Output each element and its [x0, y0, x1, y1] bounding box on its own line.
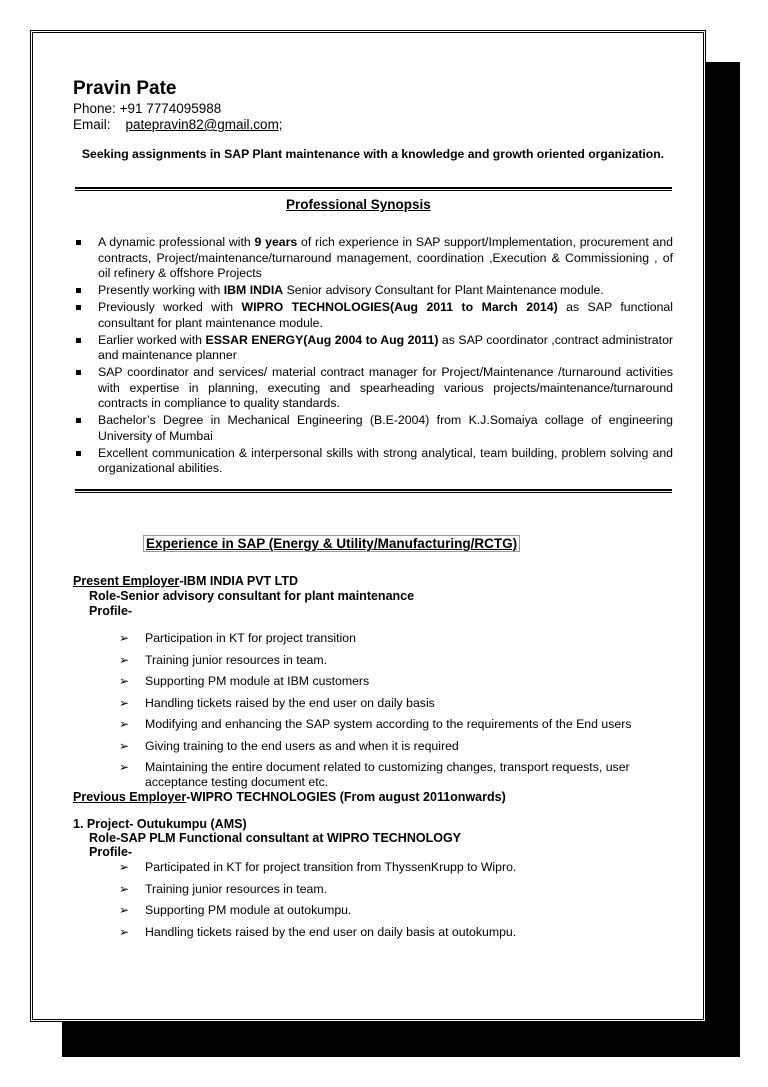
list-item-text: Participated in KT for project transition from ThyssenKrupp to Wipro.	[145, 860, 517, 874]
square-bullet-icon	[76, 288, 81, 293]
divider	[75, 492, 672, 493]
list-item	[119, 696, 679, 711]
synopsis-item	[73, 365, 673, 412]
list-item	[119, 903, 679, 918]
present-employer-value: -IBM INDIA PVT LTD	[179, 574, 299, 588]
arrow-bullet-icon: ➢	[119, 903, 130, 917]
present-employer	[73, 574, 298, 588]
square-bullet-icon	[76, 451, 81, 456]
email-link[interactable]: patepravin82@gmail.com;	[125, 117, 283, 132]
project1-title: 1. Project- Outukumpu (AMS)	[73, 817, 247, 831]
synopsis-item	[73, 446, 673, 477]
synopsis-text: Excellent communication & interpersonal skills with strong analytical, team building, problem solving and organizational abilities.	[98, 445, 673, 475]
divider	[75, 489, 672, 491]
email-label: Email:	[73, 117, 111, 132]
arrow-bullet-icon: ➢	[119, 924, 130, 939]
previous-employer-value: -WIPRO TECHNOLOGIES (From august 2011onwards)	[186, 790, 506, 804]
present-employer-label: Present Employer	[73, 574, 180, 588]
arrow-bullet-icon: ➢	[119, 631, 130, 645]
synopsis-highlight: IBM INDIA	[223, 283, 284, 297]
synopsis-item	[73, 235, 673, 282]
list-item	[119, 717, 679, 732]
synopsis-item	[73, 300, 673, 331]
synopsis-text: A dynamic professional with	[98, 235, 255, 249]
divider	[75, 190, 672, 191]
page-shadow-bottom	[62, 1022, 740, 1057]
synopsis-list	[73, 235, 673, 478]
divider	[75, 187, 672, 189]
synopsis-highlight: 9 years	[254, 235, 298, 249]
list-item-text: Training junior resources in team.	[145, 881, 328, 896]
email-line	[73, 117, 283, 132]
previous-employer	[73, 790, 506, 804]
synopsis-text: Senior advisory Consultant for Plant Maintenance module.	[283, 283, 604, 297]
synopsis-item	[73, 333, 673, 364]
candidate-name: Pravin Pate	[73, 78, 177, 99]
synopsis-text: Bachelor’s Degree in Mechanical Engineering (B.E-2004) from K.J.Somaiya collage of engineering University of Mumbai	[98, 413, 673, 443]
synopsis-item	[73, 413, 673, 444]
phone-value: +91 7774095988	[119, 101, 222, 116]
list-item-text: Supporting PM module at IBM customers	[145, 674, 370, 688]
list-item	[119, 674, 679, 689]
synopsis-text: SAP coordinator and services/ material contract manager for Project/Maintenance /turnaround activities with expertise in planning, executing and spearheading various projects/maintenance/turnaround contracts in compliance to quality standards.	[98, 365, 673, 410]
present-role: Role-Senior advisory consultant for plant maintenance	[89, 589, 415, 603]
synopsis-text: Presently working with	[98, 283, 224, 297]
synopsis-text: as SAP coordinator ,contract administrator and maintenance planner	[98, 332, 673, 362]
arrow-bullet-icon: ➢	[119, 652, 130, 667]
synopsis-highlight: ESSAR ENERGY(Aug 2004 to Aug 2011)	[205, 332, 439, 347]
arrow-bullet-icon: ➢	[119, 717, 130, 731]
list-item-text: Giving training to the end users as and when it is required	[145, 738, 459, 753]
phone-line	[73, 101, 221, 116]
list-item-text: Supporting PM module at outokumpu.	[145, 903, 352, 917]
list-item	[119, 739, 679, 754]
synopsis-highlight: WIPRO TECHNOLOGIES(Aug 2011 to March 2014)	[241, 300, 558, 314]
project1-duties-list	[119, 860, 679, 946]
project1-role: Role-SAP PLM Functional consultant at WIPRO TECHNOLOGY	[89, 831, 462, 845]
previous-employer-label: Previous Employer	[73, 790, 187, 804]
synopsis-text: as SAP functional consultant for plant maintenance module.	[98, 300, 673, 330]
synopsis-text: of rich experience in SAP support/Implementation, procurement and contracts, Project/maintenance/turnaround management, coordination ,Execution & Commissioning , of oil refinery & offshore Projects	[98, 235, 674, 280]
square-bullet-icon	[76, 418, 81, 423]
list-item-text: Modifying and enhancing the SAP system according to the requirements of the End users	[145, 717, 632, 731]
square-bullet-icon	[76, 305, 81, 310]
list-item	[119, 631, 679, 646]
experience-title: Experience in SAP (Energy & Utility/Manufacturing/RCTG)	[143, 535, 520, 552]
square-bullet-icon	[76, 240, 81, 245]
synopsis-text: Earlier worked with	[98, 332, 206, 347]
arrow-bullet-icon: ➢	[119, 860, 130, 874]
list-item-text: Handling tickets raised by the end user on daily basis at outokumpu.	[145, 924, 517, 939]
list-item	[119, 925, 679, 940]
list-item-text: Handling tickets raised by the end user on daily basis	[145, 695, 435, 710]
resume-page	[30, 30, 706, 1022]
list-item	[119, 860, 679, 875]
list-item	[119, 882, 679, 897]
synopsis-title: Professional Synopsis	[286, 197, 431, 212]
square-bullet-icon	[76, 338, 81, 343]
present-duties-list	[119, 631, 679, 796]
synopsis-text: Previously worked with	[98, 300, 242, 314]
phone-label: Phone:	[73, 101, 116, 116]
list-item-text: Participation in KT for project transition	[145, 631, 356, 645]
arrow-bullet-icon: ➢	[119, 760, 130, 774]
square-bullet-icon	[76, 370, 81, 375]
list-item-text: Training junior resources in team.	[145, 652, 328, 667]
arrow-bullet-icon: ➢	[119, 738, 130, 753]
list-item	[119, 653, 679, 668]
objective-statement: Seeking assignments in SAP Plant maintenance with a knowledge and growth oriented organization.	[81, 147, 665, 161]
list-item	[119, 760, 679, 789]
list-item-text: Maintaining the entire document related to customizing changes, transport requests, user acceptance testing document etc.	[145, 760, 630, 789]
project1-profile-label: Profile-	[89, 845, 133, 859]
synopsis-item	[73, 283, 673, 299]
page-shadow-right	[705, 62, 740, 1057]
arrow-bullet-icon: ➢	[119, 674, 130, 688]
arrow-bullet-icon: ➢	[119, 881, 130, 896]
present-profile-label: Profile-	[89, 604, 133, 618]
arrow-bullet-icon: ➢	[119, 695, 130, 710]
